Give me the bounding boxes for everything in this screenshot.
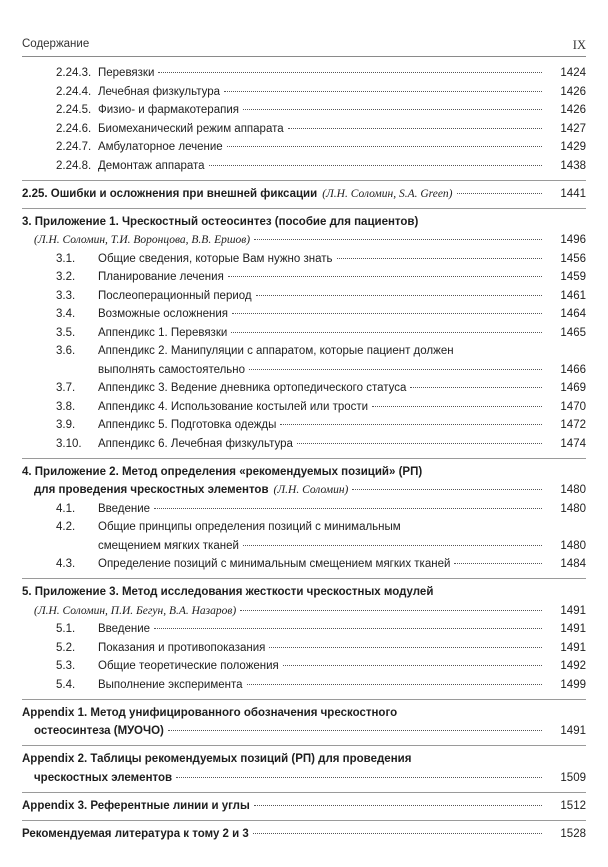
toc-entry[interactable] bbox=[22, 641, 586, 656]
entry-title: Общие сведения, которые Вам нужно знать bbox=[98, 252, 333, 265]
section-heading[interactable]: 3. Приложение 1. Чрескостный остеосинтез (пособие для пациентов) bbox=[22, 215, 419, 228]
leader-dots bbox=[280, 423, 542, 425]
table-of-contents bbox=[22, 66, 586, 845]
entry-title: Определение позиций с минимальным смещением мягких тканей bbox=[98, 558, 451, 570]
leader-dots bbox=[457, 192, 542, 194]
entry-number: 2.24.8. bbox=[56, 159, 92, 172]
leader-dots bbox=[372, 405, 542, 407]
entry-page: 1424 bbox=[560, 67, 586, 79]
toc-entry[interactable] bbox=[22, 122, 586, 137]
entry-number: 4.3. bbox=[56, 558, 76, 570]
entry-page: 1459 bbox=[560, 271, 586, 283]
entry-title: Физио- и фармакотерапия bbox=[98, 104, 239, 116]
entry-page: 1438 bbox=[560, 159, 586, 172]
toc-entry[interactable] bbox=[22, 326, 586, 341]
section-heading[interactable]: 5. Приложение 3. Метод исследования жесткости чрескостных модулей bbox=[22, 586, 434, 598]
appendix-heading-line2: остеосинтеза (МУОЧО) bbox=[34, 725, 164, 737]
appendix-1 bbox=[22, 699, 586, 740]
toc-entry[interactable] bbox=[22, 400, 586, 415]
leader-dots bbox=[254, 238, 542, 240]
entry-page: 1441 bbox=[560, 187, 586, 200]
recommended-literature bbox=[22, 820, 586, 842]
appendix-heading: Appendix 3. Референтные линии и углы bbox=[22, 799, 250, 812]
section-authors-row bbox=[22, 233, 586, 248]
entry-number: 2.24.3. bbox=[56, 67, 92, 79]
leader-dots bbox=[154, 507, 542, 509]
entry-number: 3.2. bbox=[56, 271, 76, 283]
entry-title: Аппендикс 3. Ведение дневника ортопедического статуса bbox=[98, 382, 407, 394]
entry-number: 3.6. bbox=[56, 345, 76, 357]
leader-dots bbox=[247, 683, 542, 685]
entry-page: 1491 bbox=[560, 725, 586, 737]
entry-number: 5.3. bbox=[56, 660, 76, 672]
leader-dots bbox=[168, 729, 542, 731]
section-4 bbox=[22, 458, 586, 573]
entry-title: Введение bbox=[98, 623, 151, 635]
entry-page: 1491 bbox=[560, 623, 586, 635]
header-page-number: IX bbox=[572, 38, 586, 52]
leader-dots bbox=[243, 544, 542, 546]
appendix-heading-line1[interactable]: Appendix 2. Таблицы рекомендуемых позиций (РП) для проведения bbox=[22, 753, 412, 765]
leader-dots bbox=[249, 368, 542, 370]
entry-number: 2.24.4. bbox=[56, 85, 92, 98]
toc-entry[interactable] bbox=[22, 289, 586, 304]
entry-authors: (Л.Н. Соломин, S.A. Green) bbox=[322, 187, 453, 200]
entry-page: 1469 bbox=[560, 382, 586, 394]
leader-dots bbox=[154, 627, 542, 629]
literature-heading: Рекомендуемая литература к тому 2 и 3 bbox=[22, 827, 249, 840]
leader-dots bbox=[253, 832, 542, 834]
entry-number: 4.2. bbox=[56, 521, 76, 533]
entry-title: Планирование лечения bbox=[98, 271, 224, 283]
entry-authors: (Л.Н. Соломин) bbox=[273, 484, 349, 496]
toc-entry[interactable] bbox=[22, 502, 586, 517]
entry-page: 1491 bbox=[560, 604, 586, 617]
leader-dots bbox=[288, 127, 542, 129]
entry-title-line2: выполнять самостоятельно bbox=[98, 363, 246, 376]
toc-entry[interactable] bbox=[22, 159, 586, 174]
toc-entry[interactable] bbox=[22, 557, 586, 572]
leader-dots bbox=[231, 331, 542, 333]
entry-page: 1496 bbox=[560, 234, 586, 246]
leader-dots bbox=[337, 257, 542, 259]
toc-entry[interactable] bbox=[22, 85, 586, 100]
entry-number: 3.9. bbox=[56, 419, 76, 431]
entry-title: Послеоперационный период bbox=[98, 289, 252, 302]
leader-dots bbox=[297, 442, 542, 444]
leader-dots bbox=[283, 664, 542, 666]
entry-continuation bbox=[22, 539, 586, 554]
entry-title: Аппендикс 5. Подготовка одежды bbox=[98, 419, 277, 431]
entry-page: 1470 bbox=[560, 400, 586, 413]
entry-page: 1480 bbox=[560, 539, 586, 552]
entry-title: Аппендикс 4. Использование костылей или трости bbox=[98, 400, 369, 413]
entry-number: 3.7. bbox=[56, 382, 76, 394]
literature-row[interactable] bbox=[22, 827, 586, 842]
toc-entry[interactable] bbox=[22, 307, 586, 322]
toc-entry[interactable] bbox=[22, 140, 586, 155]
leader-dots bbox=[454, 562, 542, 564]
toc-entry[interactable] bbox=[22, 252, 586, 267]
leader-dots bbox=[352, 488, 542, 490]
appendix-3-row[interactable] bbox=[22, 799, 586, 814]
leader-dots bbox=[232, 312, 542, 314]
entry-page: 1474 bbox=[560, 437, 586, 450]
toc-entry[interactable] bbox=[22, 437, 586, 452]
entry-title: Введение bbox=[98, 502, 151, 515]
appendix-3 bbox=[22, 792, 586, 814]
entry-title: 2.25. Ошибки и осложнения при внешней фиксации bbox=[22, 187, 318, 200]
leader-dots bbox=[410, 386, 542, 388]
toc-entry[interactable] bbox=[22, 103, 586, 118]
section-heading-line2: для проведения чрескостных элементов bbox=[34, 484, 269, 496]
entry-title: Перевязки bbox=[98, 67, 155, 79]
entry-page: 1456 bbox=[560, 252, 586, 265]
entry-title: Выполнение эксперимента bbox=[98, 678, 243, 691]
entry-page: 1426 bbox=[560, 85, 586, 98]
entry-number: 2.24.5. bbox=[56, 104, 92, 116]
section-authors-row bbox=[22, 604, 586, 619]
entry-page: 1465 bbox=[560, 326, 586, 339]
toc-entry[interactable] bbox=[22, 270, 586, 285]
appendix-2 bbox=[22, 745, 586, 786]
entry-page: 1492 bbox=[560, 660, 586, 672]
entry-continuation bbox=[22, 363, 586, 378]
entry-number: 3.8. bbox=[56, 400, 76, 413]
entry-authors: (Л.Н. Соломин, Т.И. Воронцова, В.В. Ершов) bbox=[34, 234, 251, 246]
entry-number: 3.3. bbox=[56, 289, 76, 302]
entry-page: 1426 bbox=[560, 104, 586, 116]
entry-page: 1509 bbox=[560, 771, 586, 784]
entry-page: 1464 bbox=[560, 308, 586, 320]
section-heading-line2-row[interactable] bbox=[22, 483, 586, 498]
entry-number: 5.1. bbox=[56, 623, 76, 635]
leader-dots bbox=[254, 804, 542, 806]
leader-dots bbox=[269, 646, 542, 648]
toc-entry-multiline[interactable] bbox=[22, 520, 586, 554]
entry-page: 1429 bbox=[560, 141, 586, 153]
leader-dots bbox=[227, 145, 542, 147]
toc-entry-2-25[interactable] bbox=[22, 187, 586, 202]
entry-title: Лечебная физкультура bbox=[98, 85, 221, 98]
entry-page: 1480 bbox=[560, 484, 586, 496]
entry-title-line2: смещением мягких тканей bbox=[98, 539, 239, 552]
entry-title: Амбулаторное лечение bbox=[98, 141, 223, 153]
entry-title: Аппендикс 1. Перевязки bbox=[98, 326, 228, 339]
entry-page: 1484 bbox=[560, 558, 586, 570]
running-header bbox=[22, 36, 586, 57]
entry-page: 1461 bbox=[560, 289, 586, 302]
leader-dots bbox=[224, 90, 542, 92]
entry-number: 3.4. bbox=[56, 308, 76, 320]
entry-title: Аппендикс 6. Лечебная физкультура bbox=[98, 437, 293, 450]
appendix-heading-line1[interactable]: Appendix 1. Метод унифицированного обозначения чрескостного bbox=[22, 706, 398, 719]
appendix-heading-line2-row[interactable] bbox=[22, 724, 586, 739]
section-2-24-subitems bbox=[22, 66, 586, 174]
toc-entry-multiline[interactable] bbox=[22, 344, 586, 378]
entry-page: 1512 bbox=[560, 799, 586, 812]
toc-entry[interactable] bbox=[22, 418, 586, 433]
toc-entry[interactable] bbox=[22, 381, 586, 396]
toc-entry[interactable] bbox=[22, 659, 586, 674]
entry-title: Биомеханический режим аппарата bbox=[98, 122, 284, 135]
entry-title: Общие теоретические положения bbox=[98, 660, 279, 672]
entry-authors: (Л.Н. Соломин, П.И. Бегун, В.А. Назаров) bbox=[34, 604, 237, 617]
header-section-title: Содержание bbox=[22, 38, 90, 50]
appendix-heading-line2-row[interactable] bbox=[22, 771, 586, 786]
entry-number: 3.5. bbox=[56, 326, 76, 339]
leader-dots bbox=[158, 71, 542, 73]
entry-number: 2.24.7. bbox=[56, 141, 92, 153]
leader-dots bbox=[240, 609, 542, 611]
toc-entry[interactable] bbox=[22, 622, 586, 637]
entry-title: Показания и противопоказания bbox=[98, 641, 266, 654]
entry-page: 1466 bbox=[560, 363, 586, 376]
entry-number: 2.24.6. bbox=[56, 122, 92, 135]
section-5 bbox=[22, 578, 586, 693]
entry-number: 5.4. bbox=[56, 678, 76, 691]
section-3 bbox=[22, 208, 586, 452]
appendix-heading-line2: чрескостных элементов bbox=[34, 771, 173, 784]
toc-entry[interactable] bbox=[22, 678, 586, 693]
toc-entry[interactable] bbox=[22, 66, 586, 81]
leader-dots bbox=[256, 294, 542, 296]
entry-title-line1: Общие принципы определения позиций с минимальным bbox=[98, 521, 401, 533]
entry-number: 4.1. bbox=[56, 502, 76, 515]
entry-page: 1528 bbox=[560, 827, 586, 840]
entry-title: Возможные осложнения bbox=[98, 308, 228, 320]
entry-title: Демонтаж аппарата bbox=[98, 159, 205, 172]
section-2-25 bbox=[22, 180, 586, 202]
entry-page: 1491 bbox=[560, 641, 586, 654]
entry-number: 3.10. bbox=[56, 437, 82, 450]
entry-page: 1427 bbox=[560, 122, 586, 135]
leader-dots bbox=[243, 108, 542, 110]
section-heading-line1[interactable]: 4. Приложение 2. Метод определения «рекомендуемых позиций» (РП) bbox=[22, 465, 423, 478]
leader-dots bbox=[228, 275, 542, 277]
entry-page: 1480 bbox=[560, 502, 586, 515]
entry-number: 5.2. bbox=[56, 641, 76, 654]
entry-page: 1472 bbox=[560, 419, 586, 431]
entry-title-line1: Аппендикс 2. Манипуляции с аппаратом, которые пациент должен bbox=[98, 345, 454, 357]
entry-number: 3.1. bbox=[56, 252, 76, 265]
leader-dots bbox=[176, 776, 542, 778]
leader-dots bbox=[209, 164, 542, 166]
entry-page: 1499 bbox=[560, 678, 586, 691]
